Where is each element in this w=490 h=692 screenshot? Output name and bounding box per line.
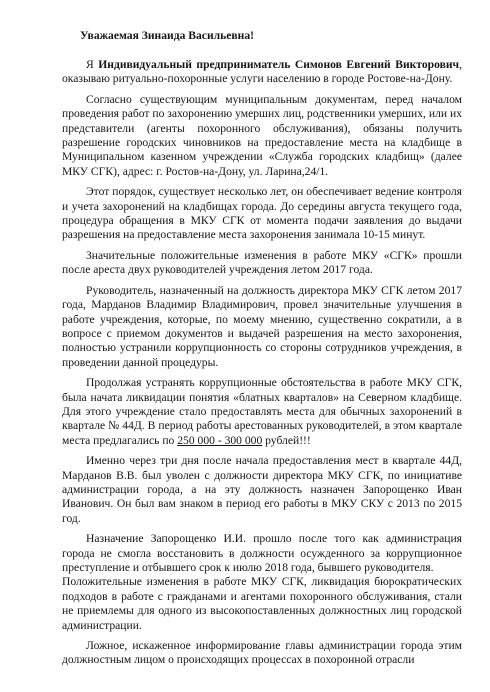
paragraph-introduction (62, 58, 462, 87)
paragraph-procedure: Согласно существующим муниципальным документам, перед началом проведения работ по захоронению умерших лиц, родственники умерших, или их представители (агенты похоронного обслуживания), обязаны получить разрешение городских чиновников на предоставление места на кладбище в Муниципальном казенном учреждении «Служба городских кладбищ» (далее МКУ СГК), адрес: г. Ростов-на-Дону, ул. Ларина,24/1. (62, 92, 462, 178)
intro-text: , оказываю ритуально-похоронные услуги населению в городе Ростове-на-Дону. (62, 58, 462, 86)
letter-greeting: Уважаемая Зинаида Васильевна! (80, 29, 255, 42)
paragraph-new-director: Руководитель, назначенный на должность директора МКУ СГК летом 2017 года, Марданов Владимир Владимирович, провел значительные улучшения в работе учреждения, которые, по моему мнению, существенно сократили, а в вопросе с приемом документов и выдачей разрешения на место захоронения, полностью устранили коррупционность со стороны сотрудников учреждения, в проведении данной процедуры. (62, 283, 462, 369)
price-suffix: рублей!!! (262, 433, 311, 447)
paragraph-order: Этот порядок, существует несколько лет, он обеспечивает ведение контроля и учета захоронений на кладбищах города. До середины августа текущего года, процедура обращения в МКУ СГК от момента подачи заявления до выдачи разрешения на предоставление места захоронения занимала 10-15 минут. (62, 185, 462, 242)
paragraph-corruption (62, 376, 462, 448)
paragraph-changes: Значительные положительные изменения в работе МКУ «СГК» прошли после ареста двух руководителей учреждения летом 2017 года. (62, 248, 462, 277)
paragraph-positive-changes: Положительные изменения в работе МКУ СГК, ликвидация бюрократических подходов в работе с гражданами и агентами похоронного обслуживания, стали не приемлемы для одного из высокопоставленных должностных лиц городской администрации. (62, 575, 462, 632)
paragraph-misinformation: Ложное, искаженное информирование главы администрации города этим должностным лицом о происходящих процессах в похоронной отрасли (62, 639, 462, 667)
paragraph-appointment: Назначение Запорощенко И.И. прошло после того как администрация города не смогла восстановить в должности осужденного за коррупционное преступление и отбывшего срок к июлю 2018 года, бывшего руководителя. (62, 532, 462, 574)
intro-pronoun: Я (86, 58, 99, 71)
corruption-text: Продолжая устранять коррупционные обстоятельства в работе МКУ СГК, была начата ликвидации понятия «блатных кварталов» на Северном кладбище. Для этого учреждение стало предоставлять места для обычных захоронений в квартале № 44Д. В период работы арестованных руководителей, в этом квартале места предлагались по (62, 376, 462, 447)
price-range: 250 000 - 300 000 (177, 433, 263, 447)
paragraph-dismissal: Именно через три дня после начала предоставления мест в квартале 44Д, Марданов В.В. был уволен с должности директора МКУ СГК, по инициативе администрации города, а на эту должность назначен Запорощенко Иван Иванович. Он был вам знаком в период его работы в МКУ СКУ с 2013 по 2015 год. (62, 454, 462, 525)
sender-name: Индивидуальный предприниматель Симонов Евгений Викторович (98, 58, 460, 71)
